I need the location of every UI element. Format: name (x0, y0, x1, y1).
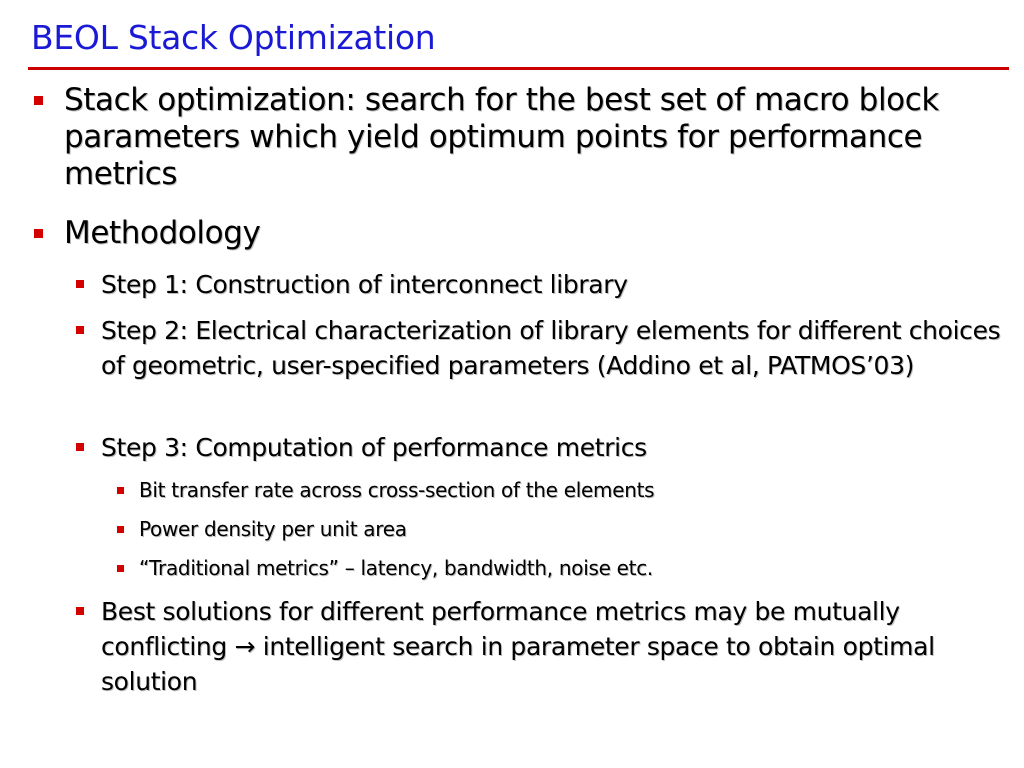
bullet-marker (117, 487, 124, 494)
bullet-text: Methodology (64, 215, 261, 251)
bullet-marker (76, 443, 84, 451)
bullet-text-part: Best solutions for different performance metrics may be mutually conflicting (101, 597, 900, 661)
bullet-text: Step 3: Computation of performance metrics (101, 433, 647, 462)
sub-sub-bullet-power-density (139, 516, 1009, 542)
bullet-methodology (64, 215, 1014, 252)
bullet-marker (117, 565, 124, 572)
title-divider (28, 67, 1009, 70)
bullet-text: Step 1: Construction of interconnect library (101, 270, 628, 299)
sub-sub-bullet-bit-transfer (139, 477, 1009, 503)
bullet-marker (76, 280, 84, 288)
sub-bullet-step-2 (101, 313, 1011, 383)
bullet-text-part: intelligent search in parameter space to obtain optimal solution (101, 632, 935, 696)
sub-bullet-best-solutions (101, 594, 1011, 699)
sub-sub-bullet-traditional-metrics (139, 555, 1009, 581)
slide-title: BEOL Stack Optimization (31, 18, 436, 57)
sub-bullet-step-3 (101, 430, 1011, 465)
bullet-marker (34, 229, 43, 238)
bullet-marker (76, 607, 84, 615)
bullet-text: “Traditional metrics” – latency, bandwidth, noise etc. (139, 556, 653, 580)
bullet-stack-optimization (64, 82, 1014, 193)
sub-bullet-step-1 (101, 267, 1011, 302)
bullet-marker (34, 96, 43, 105)
bullet-text: Step 2: Electrical characterization of library elements for different choices of geometric, user-specified parameters (Addino et al, PATMOS’03) (101, 316, 1001, 380)
bullet-marker (76, 326, 84, 334)
bullet-text (101, 594, 1011, 699)
right-arrow-icon: → (234, 632, 256, 661)
bullet-text: Bit transfer rate across cross-section of the elements (139, 478, 655, 502)
bullet-text: Stack optimization: search for the best set of macro block parameters which yield optimum points for performance metrics (64, 82, 939, 192)
bullet-marker (117, 526, 124, 533)
bullet-text: Power density per unit area (139, 517, 407, 541)
